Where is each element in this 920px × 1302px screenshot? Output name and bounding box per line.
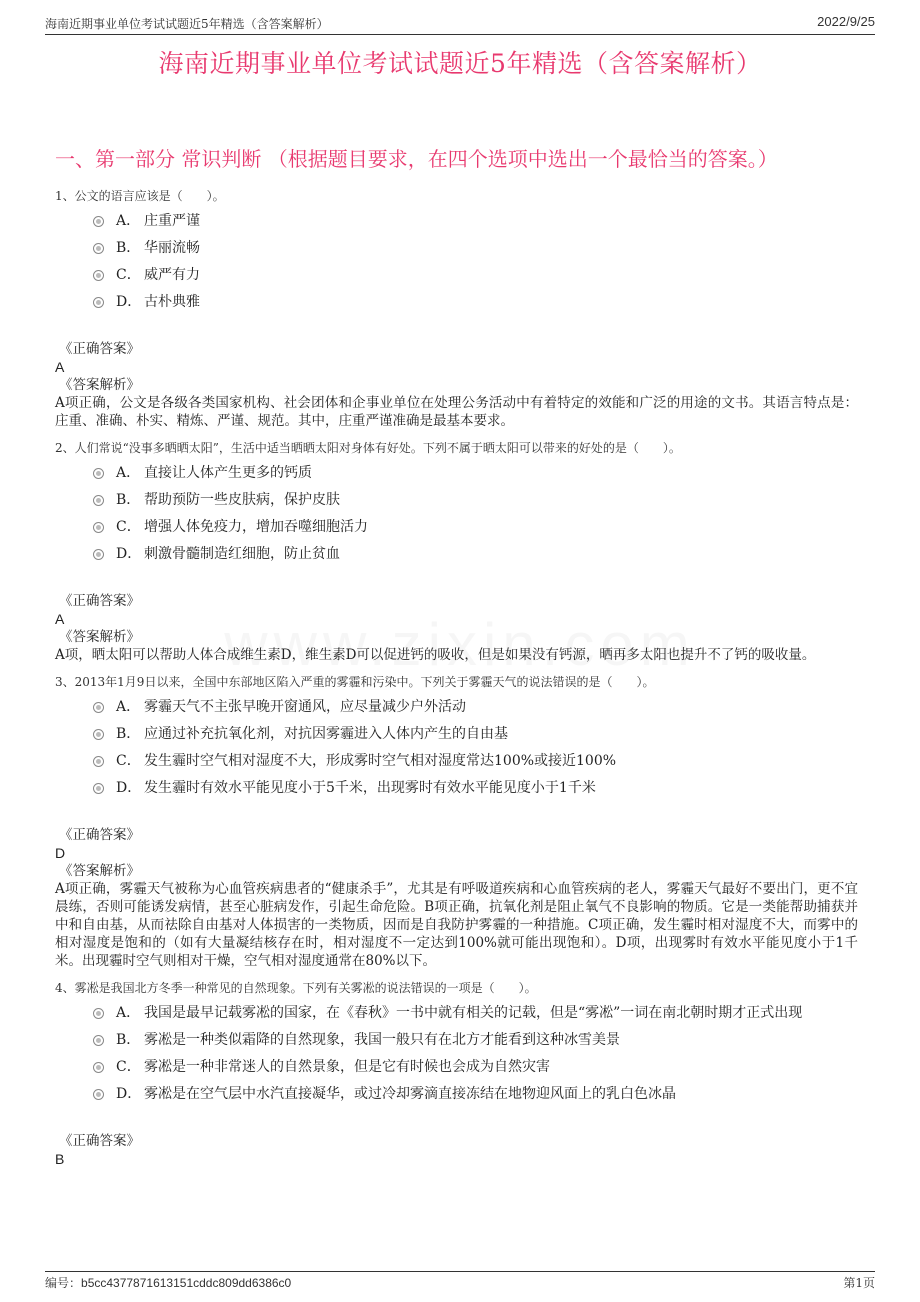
- question-list: [55, 186, 858, 1168]
- option-list: [93, 998, 858, 1108]
- question-1: [55, 186, 858, 430]
- radio-icon[interactable]: [93, 549, 104, 560]
- option-text: 我国是最早记载雾凇的国家，在《春秋》一书中就有相关的记载，但是“雾凇”一词在南北朝时期才正式出现: [144, 1005, 803, 1021]
- option-a[interactable]: [93, 1000, 858, 1027]
- document-code-value: b5cc4377871613151cddc809dd6386c0: [81, 1276, 292, 1290]
- option-letter: A．: [116, 213, 141, 229]
- question-4: [55, 978, 858, 1168]
- option-list: [93, 458, 858, 568]
- page-header: [45, 14, 875, 35]
- answer-value: A: [55, 611, 65, 627]
- option-letter: D．: [116, 1086, 142, 1102]
- option-text: 威严有力: [144, 267, 200, 283]
- option-text: 古朴典雅: [144, 294, 200, 310]
- option-text: 刺激骨髓制造红细胞，防止贫血: [144, 546, 340, 562]
- option-c[interactable]: [93, 1054, 858, 1081]
- option-text: 庄重严谨: [144, 213, 200, 229]
- document-code-label: 编号：: [45, 1276, 82, 1290]
- option-c[interactable]: [93, 262, 858, 289]
- answer-label: 《正确答案》: [59, 341, 140, 357]
- option-b[interactable]: [93, 235, 858, 262]
- explanation-text: A项正确，雾霾天气被称为心血管疾病患者的“健康杀手”，尤其是有呼吸道疾病和心血管疾病的老人，雾霾天气最好不要出门，更不宜晨练，否则可能诱发病情，甚至心脏病发作，引起生命危险。B项正确，抗氧化剂是阻止氧气不良影响的物质。它是一类能帮助捕获并中和自由基，从而祛除自由基对人体损害的一类物质，因而是自我防护雾霾的一种措施。C项正确，发生霾时相对湿度不大，而雾中的相对湿度是饱和的（如有大量凝结核存在时，相对湿度不一定达到100%就可能出现饱和）。D项，出现雾时有效水平能见度小于1千米。出现霾时空气则相对干燥，空气相对湿度通常在80%以下。: [55, 881, 858, 969]
- option-letter: B．: [116, 240, 141, 256]
- radio-icon[interactable]: [93, 270, 104, 281]
- option-b[interactable]: [93, 1027, 858, 1054]
- option-b[interactable]: [93, 721, 858, 748]
- option-letter: D．: [116, 780, 142, 796]
- option-text: 直接让人体产生更多的钙质: [144, 465, 312, 481]
- document-code: [45, 1274, 291, 1291]
- option-letter: C．: [116, 753, 141, 769]
- radio-icon[interactable]: [93, 1035, 104, 1046]
- option-list: [93, 692, 858, 802]
- answer-block: [55, 826, 858, 970]
- answer-block: [55, 592, 858, 664]
- radio-icon[interactable]: [93, 243, 104, 254]
- radio-icon[interactable]: [93, 1062, 104, 1073]
- answer-value: A: [55, 359, 65, 375]
- option-letter: C．: [116, 519, 141, 535]
- explanation-label: 《答案解析》: [59, 863, 140, 879]
- option-b[interactable]: [93, 487, 858, 514]
- option-letter: C．: [116, 1059, 141, 1075]
- question-stem: 4、雾凇是我国北方冬季一种常见的自然现象。下列有关雾凇的说法错误的一项是（ ）。: [55, 981, 537, 995]
- explanation-label: 《答案解析》: [59, 629, 140, 645]
- option-d[interactable]: [93, 775, 858, 802]
- option-text: 增强人体免疫力，增加吞噬细胞活力: [144, 519, 368, 535]
- option-d[interactable]: [93, 1081, 858, 1108]
- radio-icon[interactable]: [93, 216, 104, 227]
- radio-icon[interactable]: [93, 729, 104, 740]
- answer-label: 《正确答案》: [59, 1133, 140, 1149]
- option-a[interactable]: [93, 208, 858, 235]
- option-letter: A．: [116, 699, 141, 715]
- explanation-text: A项正确，公文是各级各类国家机构、社会团体和企事业单位在处理公务活动中有着特定的效能和广泛的用途的文书。其语言特点是：庄重、准确、朴实、精炼、严谨、规范。其中，庄重严谨准确是最基本要求。: [55, 395, 858, 429]
- option-letter: D．: [116, 294, 142, 310]
- option-a[interactable]: [93, 694, 858, 721]
- answer-block: [55, 1132, 858, 1168]
- radio-icon[interactable]: [93, 1089, 104, 1100]
- answer-block: [55, 340, 858, 430]
- option-text: 雾凇是一种非常迷人的自然景象，但是它有时候也会成为自然灾害: [144, 1059, 550, 1075]
- page-footer: [45, 1271, 875, 1292]
- question-2: [55, 438, 858, 664]
- option-letter: B．: [116, 492, 141, 508]
- option-d[interactable]: [93, 289, 858, 316]
- section-title: 一、第一部分 常识判断 （根据题目要求，在四个选项中选出一个最恰当的答案。）: [55, 147, 778, 171]
- option-text: 雾凇是一种类似霜降的自然现象，我国一般只有在北方才能看到这种冰雪美景: [144, 1032, 620, 1048]
- option-letter: C．: [116, 267, 141, 283]
- option-text: 雾霾天气不主张早晚开窗通风，应尽量减少户外活动: [144, 699, 466, 715]
- answer-label: 《正确答案》: [59, 827, 140, 843]
- option-text: 应通过补充抗氧化剂，对抗因雾霾进入人体内产生的自由基: [144, 726, 508, 742]
- option-text: 发生霾时空气相对湿度不大，形成雾时空气相对湿度常达100%或接近100%: [144, 753, 617, 769]
- question-stem: 3、2013年1月9日以来，全国中东部地区陷入严重的雾霾和污染中。下列关于雾霾天气的说法错误的是（ ）。: [55, 675, 655, 689]
- radio-icon[interactable]: [93, 522, 104, 533]
- radio-icon[interactable]: [93, 468, 104, 479]
- header-date: 2022/9/25: [817, 14, 875, 29]
- radio-icon[interactable]: [93, 756, 104, 767]
- option-letter: B．: [116, 726, 141, 742]
- page-number: 第1页: [843, 1276, 875, 1290]
- question-stem: 1、公文的语言应该是（ ）。: [55, 189, 225, 203]
- question-stem: 2、人们常说“没事多晒晒太阳”，生活中适当晒晒太阳对身体有好处。下列不属于晒太阳可以带来的好处的是（ ）。: [55, 441, 681, 455]
- radio-icon[interactable]: [93, 495, 104, 506]
- page-title: 海南近期事业单位考试试题近5年精选（含答案解析）: [158, 49, 762, 78]
- option-text: 发生霾时有效水平能见度小于5千米，出现雾时有效水平能见度小于1千米: [144, 780, 596, 796]
- radio-icon[interactable]: [93, 1008, 104, 1019]
- radio-icon[interactable]: [93, 702, 104, 713]
- answer-value: D: [55, 845, 66, 861]
- option-letter: A．: [116, 1005, 141, 1021]
- explanation-label: 《答案解析》: [59, 377, 140, 393]
- option-letter: A．: [116, 465, 141, 481]
- option-text: 帮助预防一些皮肤病，保护皮肤: [144, 492, 340, 508]
- option-letter: D．: [116, 546, 142, 562]
- option-text: 华丽流畅: [144, 240, 200, 256]
- radio-icon[interactable]: [93, 783, 104, 794]
- option-list: [93, 206, 858, 316]
- header-doc-title: 海南近期事业单位考试试题近5年精选（含答案解析）: [45, 17, 329, 31]
- explanation-text: A项，晒太阳可以帮助人体合成维生素D，维生素D可以促进钙的吸收，但是如果没有钙源，晒再多太阳也提升不了钙的吸收量。: [55, 647, 816, 663]
- option-d[interactable]: [93, 541, 858, 568]
- option-c[interactable]: [93, 748, 858, 775]
- radio-icon[interactable]: [93, 297, 104, 308]
- option-text: 雾凇是在空气层中水汽直接凝华，或过冷却雾滴直接冻结在地物迎风面上的乳白色冰晶: [144, 1086, 676, 1102]
- option-c[interactable]: [93, 514, 858, 541]
- option-a[interactable]: [93, 460, 858, 487]
- answer-value: B: [55, 1151, 65, 1167]
- option-letter: B．: [116, 1032, 141, 1048]
- question-3: [55, 672, 858, 970]
- answer-label: 《正确答案》: [59, 593, 140, 609]
